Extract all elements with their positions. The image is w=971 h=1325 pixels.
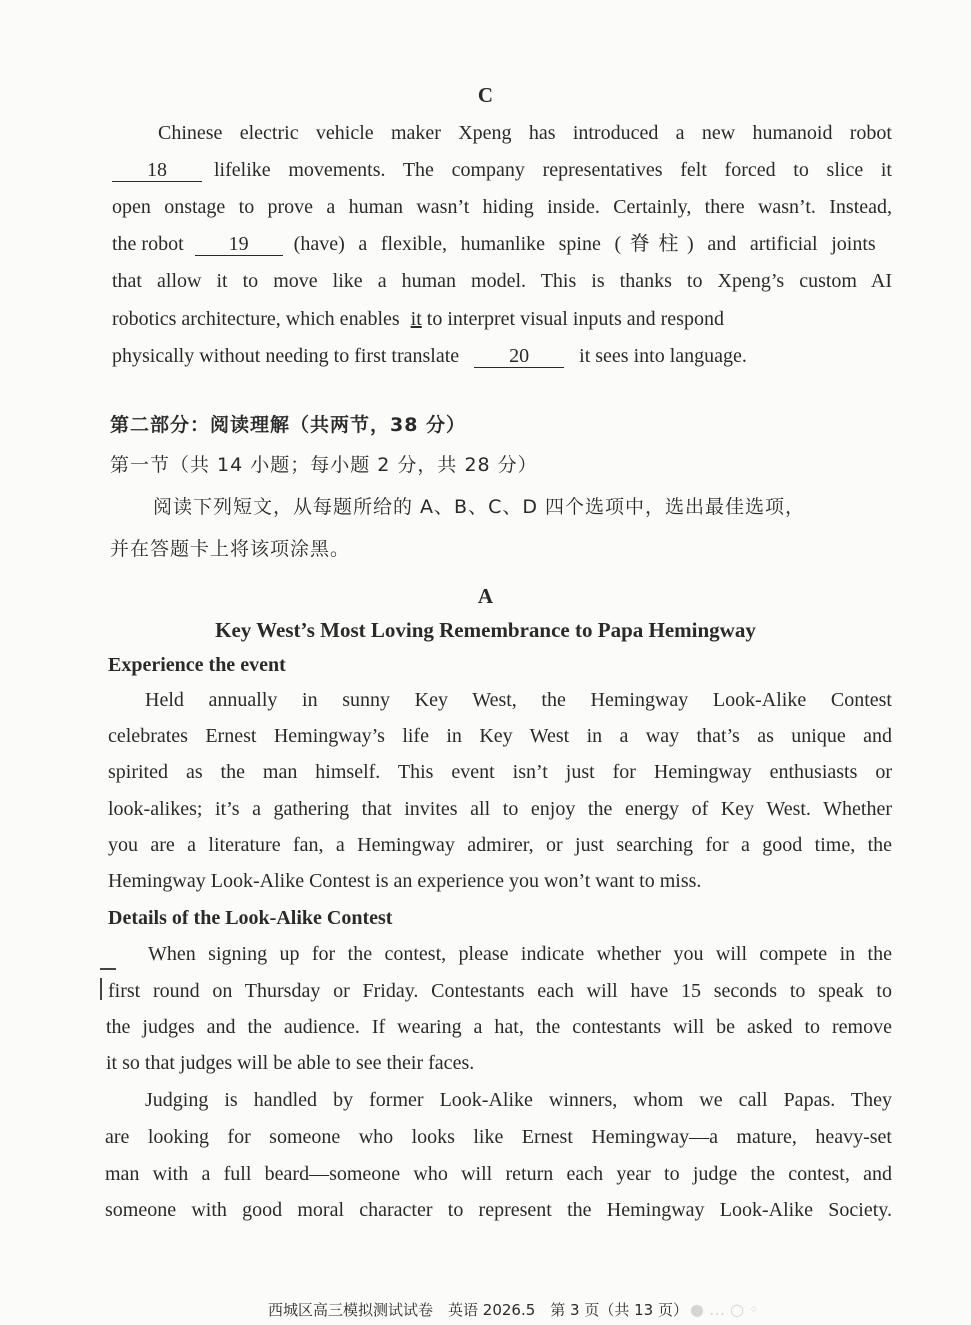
page-footer: 西城区高三模拟测试试卷 英语 2026.5 第 3 页（共 13 页） [268, 1301, 688, 1319]
paragraph-1-line-6: Hemingway Look-Alike Contest is an experience you won’t want to miss. [108, 870, 702, 892]
paragraph-2-line-3: the judges and the audience. If wearing a hat, the contestants will be asked to remove [106, 1016, 892, 1038]
part2-subheading: 第一节（共 14 小题；每小题 2 分，共 28 分） [110, 454, 538, 476]
section-c-line-6-start: robotics architecture, which enables [112, 308, 400, 330]
section-c-line-7 [112, 343, 892, 369]
section-c-line-5: that allow it to move like a human model. This is thanks to Xpeng’s custom AI [112, 270, 892, 292]
section-c-line-4-end: (have) a flexible, humanlike spine (脊柱) and artificial joints [293, 233, 876, 255]
blank-20[interactable]: 20 [474, 345, 564, 368]
blank-18[interactable]: 18 [112, 159, 202, 182]
section-c-line-1: Chinese electric vehicle maker Xpeng has introduced a new humanoid robot [158, 122, 892, 144]
section-c-line-4 [112, 231, 892, 257]
section-c-line-7-end: it sees into language. [579, 345, 747, 367]
paragraph-3-line-4: someone with good moral character to represent the Hemingway Look-Alike Society. [105, 1199, 892, 1221]
part2-instruction-1: 阅读下列短文，从每题所给的 A、B、C、D 四个选项中，选出最佳选项， [153, 496, 806, 518]
paragraph-3-line-2: are looking for someone who looks like Ernest Hemingway—a mature, heavy-set [105, 1126, 892, 1148]
section-c-line-7-start: physically without needing to first translate [112, 345, 460, 367]
paragraph-1-line-1: Held annually in sunny Key West, the Hemingway Look-Alike Contest [145, 689, 892, 711]
paragraph-2-line-2: first round on Thursday or Friday. Contestants each will have 15 seconds to speak to [108, 980, 892, 1002]
paragraph-1-line-3: spirited as the man himself. This event isn’t just for Hemingway enthusiasts or [108, 761, 892, 783]
paragraph-3-line-3: man with a full beard—someone who will return each year to judge the contest, and [105, 1163, 892, 1185]
passage-a-letter: A [477, 584, 494, 608]
pencil-mark-horizontal [100, 968, 116, 970]
paragraph-1-line-5: you are a literature fan, a Hemingway admirer, or just searching for a good time, the [108, 834, 892, 856]
underlined-it: it [410, 308, 422, 330]
part2-instruction-2: 并在答题卡上将该项涂黑。 [110, 538, 351, 560]
paragraph-1-line-4: look-alikes; it’s a gathering that invites all to enjoy the energy of Key West. Whether [108, 798, 892, 820]
section-c-line-6-end: to interpret visual inputs and respond [426, 308, 724, 330]
blank-19[interactable]: 19 [195, 233, 283, 256]
paragraph-3-line-1: Judging is handled by former Look-Alike winners, whom we call Papas. They [145, 1089, 892, 1111]
paragraph-2-line-1: When signing up for the contest, please indicate whether you will compete in the [148, 943, 892, 965]
heading-experience: Experience the event [108, 654, 286, 676]
paragraph-2-line-4: it so that judges will be able to see their faces. [106, 1052, 475, 1074]
section-c-line-3: open onstage to prove a human wasn’t hiding inside. Certainly, there wasn’t. Instead, [112, 196, 892, 218]
passage-a-title: Key West’s Most Loving Remembrance to Papa Hemingway [215, 618, 756, 642]
heading-details: Details of the Look-Alike Contest [108, 907, 393, 929]
section-c-line-4-start: the robot [112, 233, 184, 255]
paragraph-1-line-2: celebrates Ernest Hemingway’s life in Key West in a way that’s as unique and [108, 725, 892, 747]
section-c-line-2-text: lifelike movements. The company representatives felt forced to slice it [214, 159, 892, 181]
watermark-icon: ● … ○ ◦ [690, 1300, 759, 1319]
section-c-line-2 [112, 157, 892, 183]
section-c-line-6 [112, 306, 892, 332]
part2-heading: 第二部分：阅读理解（共两节，38 分） [110, 414, 467, 436]
pencil-mark-vertical [100, 978, 102, 1000]
section-c-letter: C [477, 83, 494, 107]
